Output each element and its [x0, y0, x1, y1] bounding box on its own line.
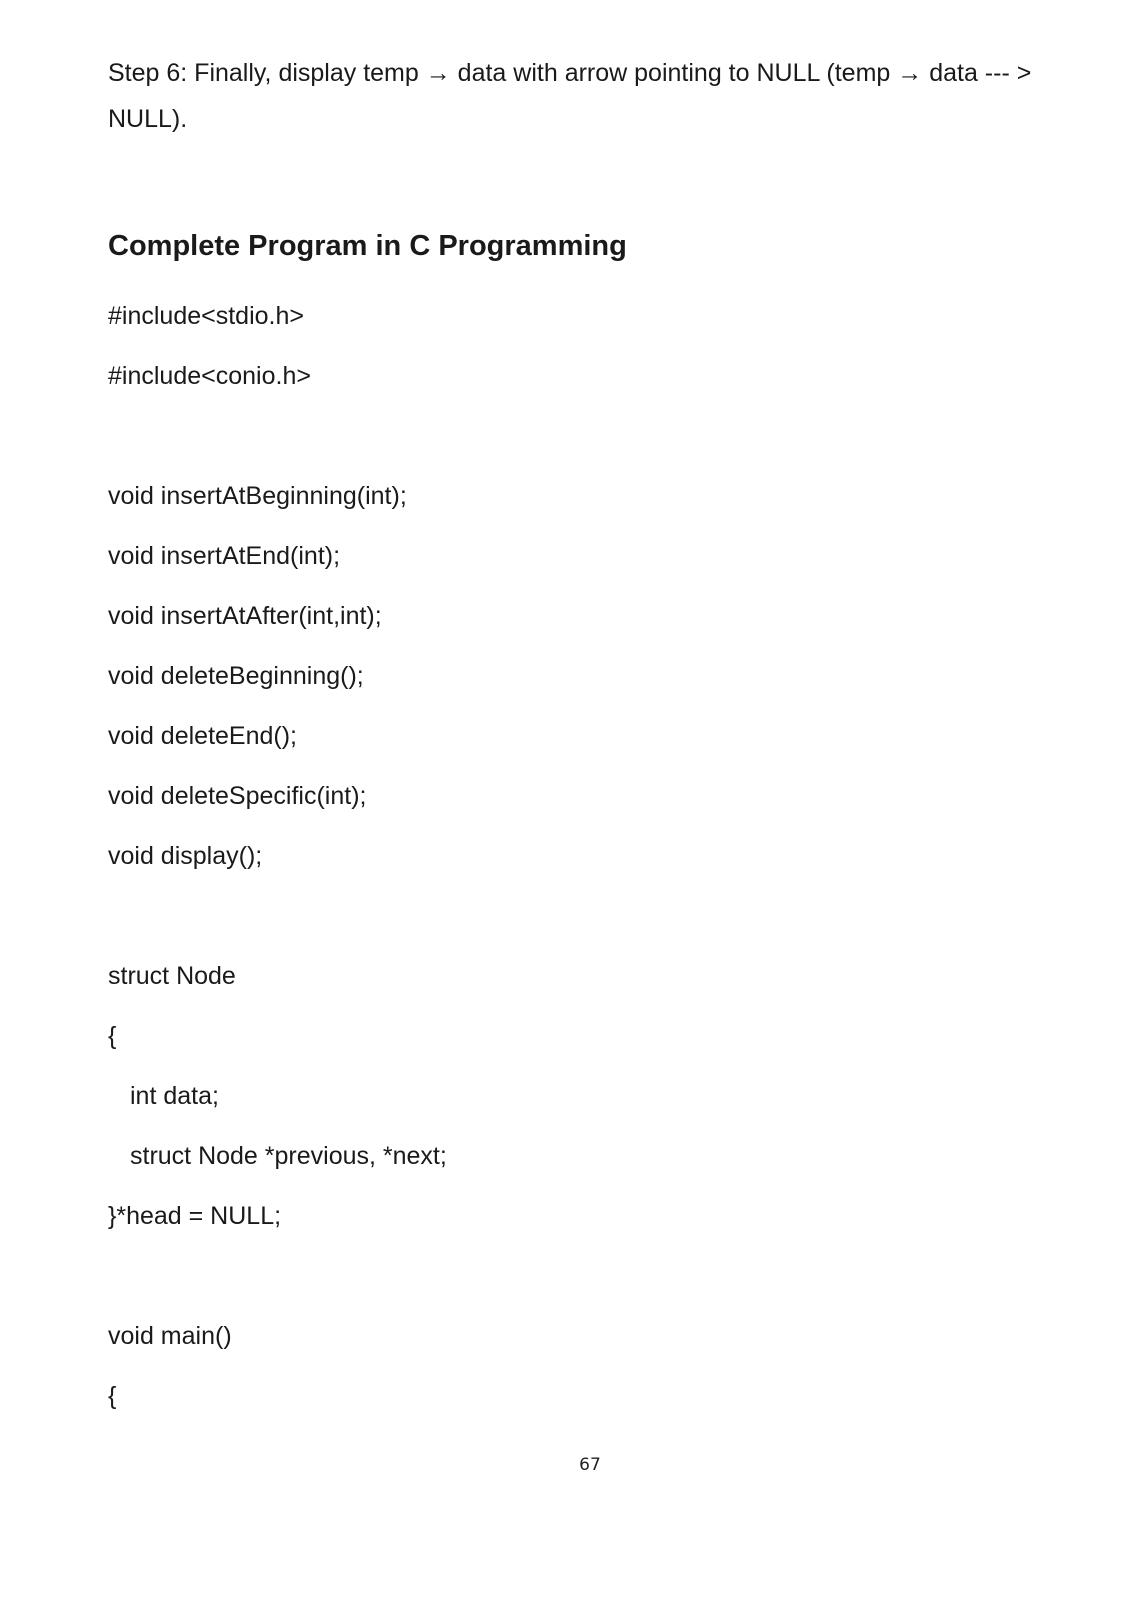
code-line-field-data: int data;: [130, 1082, 219, 1110]
code-line-main-signature: void main(): [108, 1322, 232, 1350]
code-line-proto-delete-specific: void deleteSpecific(int);: [108, 782, 367, 810]
section-heading: Complete Program in C Programming: [108, 230, 627, 262]
code-line-include-stdio: #include<stdio.h>: [108, 302, 304, 330]
page-number: 67: [579, 1455, 601, 1475]
code-line-proto-delete-end: void deleteEnd();: [108, 722, 298, 750]
code-line-proto-display: void display();: [108, 842, 263, 870]
code-line-include-conio: #include<conio.h>: [108, 362, 311, 390]
code-line-proto-insert-beginning: void insertAtBeginning(int);: [108, 482, 407, 510]
code-line-proto-insert-end: void insertAtEnd(int);: [108, 542, 341, 570]
code-line-struct-open-brace: {: [108, 1022, 117, 1050]
code-line-struct-node: struct Node: [108, 962, 236, 990]
code-line-proto-delete-beginning: void deleteBeginning();: [108, 662, 364, 690]
code-line-main-open-brace: {: [108, 1382, 117, 1410]
step-6-paragraph: Step 6: Finally, display temp → data with arrow pointing to NULL (temp → data --- > NULL).: [108, 59, 1032, 133]
code-line-field-pointers: struct Node *previous, *next;: [130, 1142, 447, 1170]
code-line-proto-insert-after: void insertAtAfter(int,int);: [108, 602, 382, 630]
code-line-struct-close-head: }*head = NULL;: [108, 1202, 282, 1230]
